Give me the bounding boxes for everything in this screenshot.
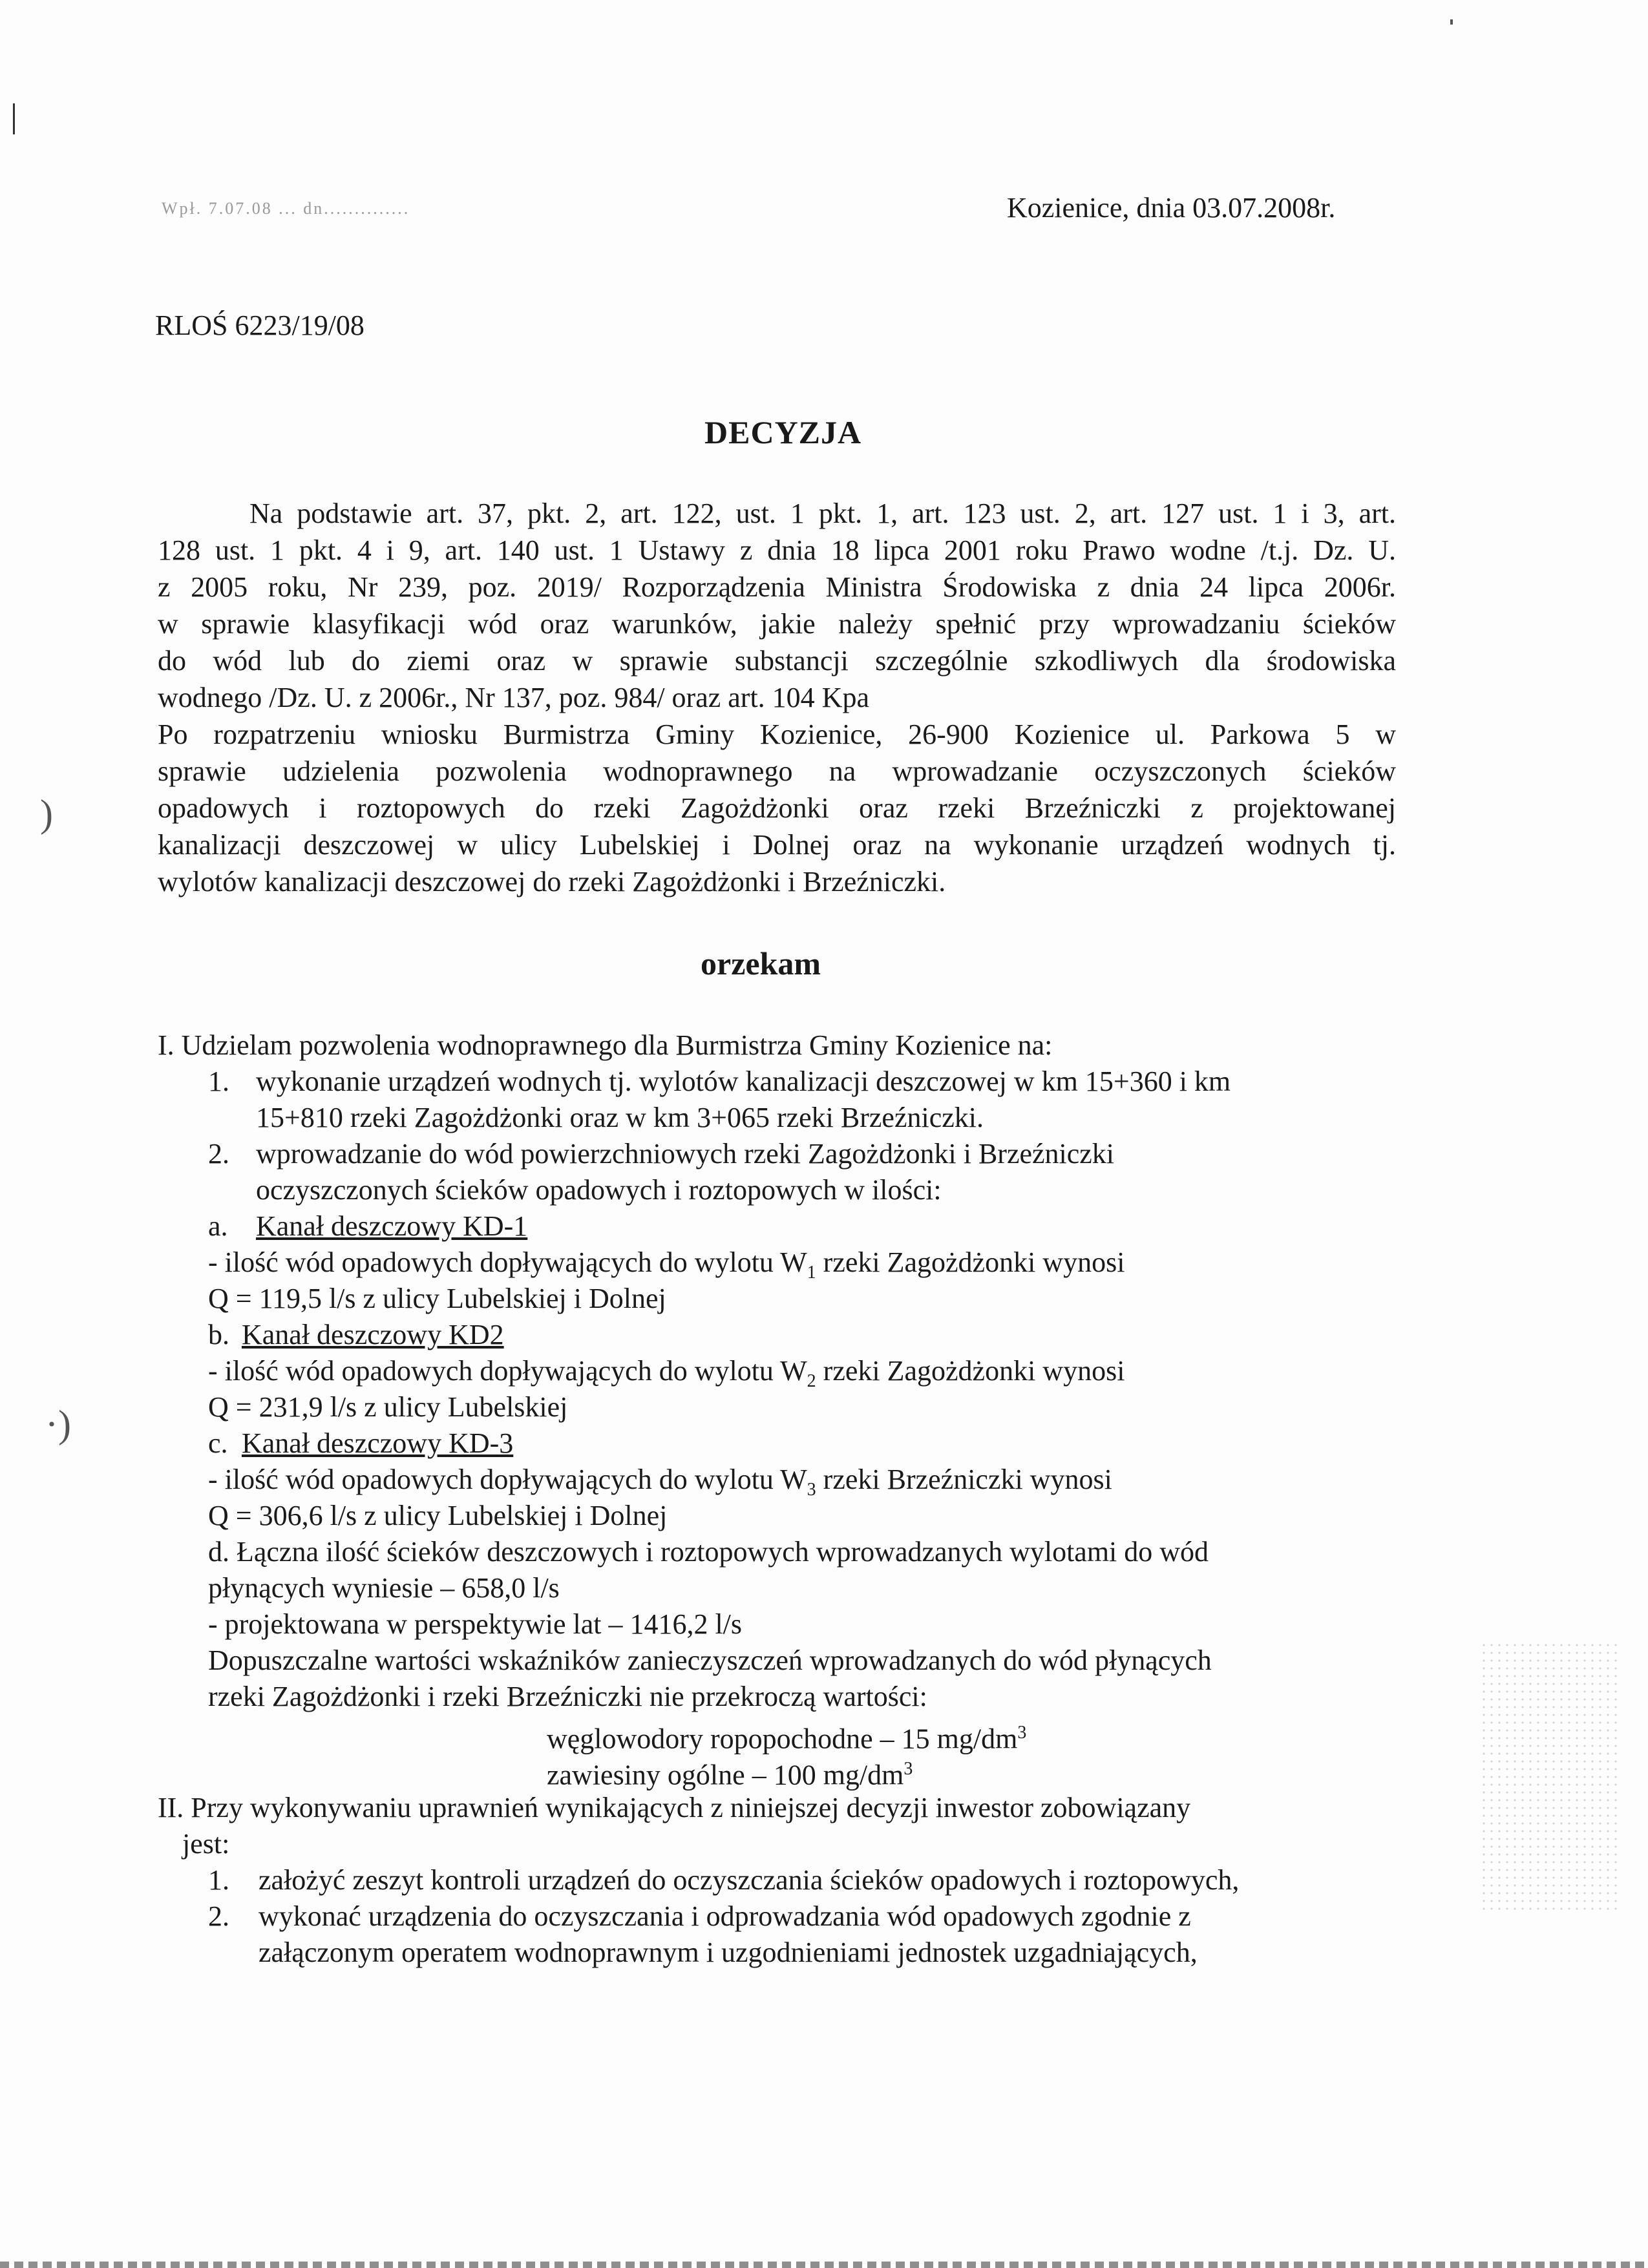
channel-kd3-title: Kanał deszczowy KD-3 [242,1427,514,1459]
obligation-2-line2: załączonym operatem wodnoprawnym i uzgodnieniami jednostek uzgadniających, [259,1937,1198,1968]
obligation-1: założyć zeszyt kontroli urządzeń do oczyszczania ścieków opadowych i roztopowych, [259,1864,1240,1896]
sub-label: b. [208,1319,229,1350]
item1-line1: wykonanie urządzeń wodnych tj. wylotów kanalizacji deszczowej w km 15+360 i km [256,1066,1231,1097]
subscript: 1 [807,1262,816,1283]
paragraph-line: z 2005 roku, Nr 239, poz. 2019/ Rozporządzenia Ministra Środowiska z dnia 24 lipca 2006r. [158,571,1396,603]
item1-line2: 15+810 rzeki Zagożdżonki oraz w km 3+065 rzeki Brzeźniczki. [256,1102,984,1133]
limits-line2: rzeki Zagożdżonki i rzeki Brzeźniczki nie przekroczą wartości: [208,1681,927,1712]
faint-stamp-text: Wpł. 7.07.08 ... dn.............. [162,199,410,218]
sub-label: a. [208,1210,228,1242]
section2-heading-line1: II. Przy wykonywaniu uprawnień wynikających z niniejszej decyzji inwestor zobowiązany [158,1792,1191,1823]
scan-edge-mark [13,103,15,134]
list-number: 2. [208,1138,229,1170]
paragraph-line: wylotów kanalizacji deszczowej do rzeki Zagożdżonki i Brzeźniczki. [158,866,946,898]
text: - ilość wód opadowych dopływających do wylotu W [208,1464,807,1495]
total-flow-line2: płynących wyniesie – 658,0 l/s [208,1572,560,1604]
paragraph-line: 128 ust. 1 pkt. 4 i 9, art. 140 ust. 1 Ustawy z dnia 18 lipca 2001 roku Prawo wodne /t.j. Dz. U. [158,534,1396,566]
text: - ilość wód opadowych dopływających do wylotu W [208,1246,807,1278]
sub-label: c. [208,1427,228,1459]
obligation-2-line1: wykonać urządzenia do oczyszczania i odprowadzania wód opadowych zgodnie z [259,1900,1191,1932]
total-flow-line1: d. Łączna ilość ścieków deszczowych i roztopowych wprowadzanych wylotami do wód [208,1536,1209,1568]
paragraph-line: sprawie udzielenia pozwolenia wodnoprawnego na wprowadzanie oczyszczonych ścieków [158,755,1396,787]
scan-bottom-edge [0,2262,1648,2268]
channel-kd1-title: Kanał deszczowy KD-1 [256,1210,528,1242]
scan-speck [1450,19,1453,25]
text: rzeki Zagożdżonki wynosi [816,1355,1125,1387]
kd3-q-value: Q = 306,6 l/s z ulicy Lubelskiej i Dolnej [208,1500,668,1531]
text: zawiesiny ogólne – 100 mg/dm [547,1759,904,1791]
section2-heading-line2: jest: [182,1828,230,1860]
paragraph-line: kanalizacji deszczowej w ulicy Lubelskiej i Dolnej oraz na wykonanie urządzeń wodnych tj. [158,829,1396,861]
ruling-heading: orzekam [701,945,821,982]
channel-kd2-title: Kanał deszczowy KD2 [242,1319,504,1350]
scan-noise-pattern [1480,1641,1622,1913]
paragraph-line: wodnego /Dz. U. z 2006r., Nr 137, poz. 984/ oraz art. 104 Kpa [158,682,869,713]
scan-bracket-mark: ) [40,792,53,835]
projected-flow-line: - projektowana w perspektywie lat – 1416,2 l/s [208,1608,743,1640]
document-date: Kozienice, dnia 03.07.2008r. [1007,192,1336,224]
superscript: 3 [903,1759,913,1779]
list-number: 2. [208,1900,229,1932]
kd1-q-value: Q = 119,5 l/s z ulicy Lubelskiej i Dolnej [208,1283,666,1314]
list-number: 1. [208,1066,229,1097]
limits-line1: Dopuszczalne wartości wskaźników zanieczyszczeń wprowadzanych do wód płynących [208,1644,1212,1676]
item2-line1: wprowadzanie do wód powierzchniowych rzeki Zagożdżonki i Brzeźniczki [256,1138,1115,1170]
scan-bracket-mark: ·) [45,1403,71,1445]
list-number: 1. [208,1864,229,1896]
paragraph-line: Po rozpatrzeniu wniosku Burmistrza Gminy Kozienice, 26-900 Kozienice ul. Parkowa 5 w [158,719,1396,750]
subscript: 2 [807,1370,816,1391]
section1-heading: I. Udzielam pozwolenia wodnoprawnego dla Burmistrza Gminy Kozienice na: [158,1029,1053,1061]
subscript: 3 [807,1479,816,1500]
text: rzeki Brzeźniczki wynosi [816,1464,1112,1495]
item2-line2: oczyszczonych ścieków opadowych i roztopowych w ilości: [256,1174,942,1206]
superscript: 3 [1017,1723,1027,1743]
reference-number: RLOŚ 6223/19/08 [155,310,364,341]
paragraph-line: opadowych i roztopowych do rzeki Zagożdżonki oraz rzeki Brzeźniczki z projektowanej [158,792,1396,824]
text: - ilość wód opadowych dopływających do wylotu W [208,1355,807,1387]
paragraph-line: do wód lub do ziemi oraz w sprawie substancji szczególnie szkodliwych dla środowiska [158,645,1396,677]
text: węglowodory ropopochodne – 15 mg/dm [547,1723,1018,1755]
paragraph-line: w sprawie klasyfikacji wód oraz warunków, jakie należy spełnić przy wprowadzaniu ścieków [158,608,1396,640]
document-title: DECYZJA [704,414,862,450]
paragraph-line: Na podstawie art. 37, pkt. 2, art. 122, ust. 1 pkt. 1, art. 123 ust. 2, art. 127 ust. 1 i 3, art. [249,498,1396,529]
legal-basis-paragraph [158,495,1396,900]
kd2-q-value: Q = 231,9 l/s z ulicy Lubelskiej [208,1391,568,1423]
text: rzeki Zagożdżonki wynosi [816,1246,1125,1278]
limit-suspended-solids [547,1751,913,1794]
